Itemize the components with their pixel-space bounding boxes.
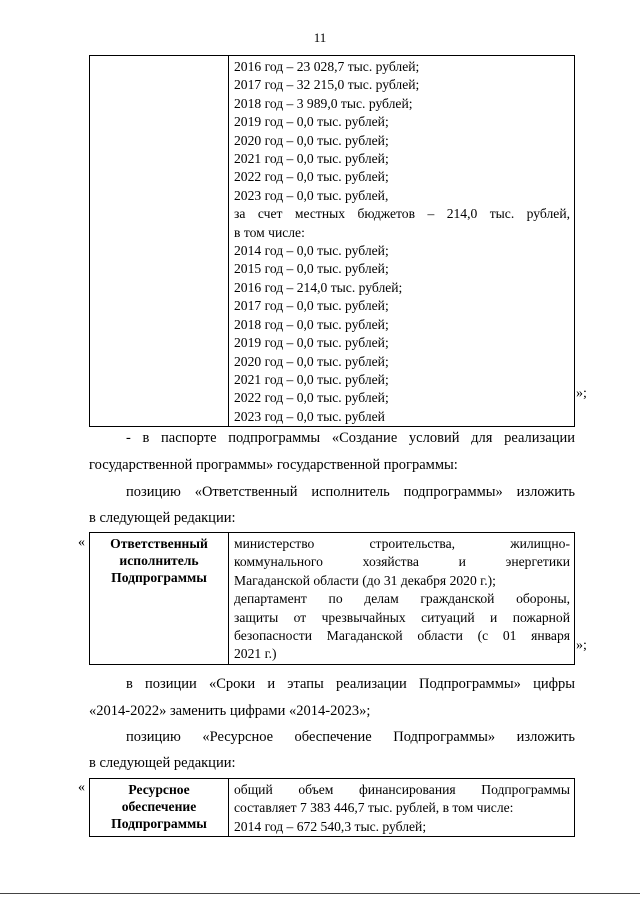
funding-line: 2021 год – 0,0 тыс. рублей; xyxy=(234,151,389,167)
resource-provision-heading xyxy=(90,779,229,837)
funding-line: 2019 год – 0,0 тыс. рублей; xyxy=(234,335,389,351)
funding-table-continuation xyxy=(89,55,575,427)
value-line: составляет 7 383 446,7 тыс. рублей, в том числе: xyxy=(234,800,514,816)
funding-line: 2021 год – 0,0 тыс. рублей; xyxy=(234,371,389,387)
funding-line: 2023 год – 0,0 тыс. рублей, xyxy=(234,187,389,203)
value-line: министерство строительства, жилищно- xyxy=(234,536,570,551)
paragraph-line: в позиции «Сроки и этапы реализации Подпрограммы» цифры xyxy=(126,676,575,692)
value-line: департамент по делам гражданской обороны, xyxy=(234,591,570,607)
funding-line: 2020 год – 0,0 тыс. рублей; xyxy=(234,353,389,369)
table2-closing-quote: »; xyxy=(576,638,587,653)
funding-line: 2018 год – 3 989,0 тыс. рублей; xyxy=(234,95,413,111)
paragraph-line: государственной программы» государственной программы: xyxy=(89,457,458,473)
funding-line: 2020 год – 0,0 тыс. рублей; xyxy=(234,132,389,148)
value-line: Магаданской области (до 31 декабря 2020 г.); xyxy=(234,572,496,588)
funding-line: 2016 год – 23 028,7 тыс. рублей; xyxy=(234,59,420,74)
funding-line: 2017 год – 0,0 тыс. рублей; xyxy=(234,298,389,314)
paragraph-line: в следующей редакции: xyxy=(89,755,236,771)
responsible-executor-value xyxy=(229,533,575,665)
heading-line: Подпрограммы xyxy=(111,816,207,831)
heading-line: обеспечение xyxy=(121,799,197,814)
funding-line: 2023 год – 0,0 тыс. рублей xyxy=(234,408,385,424)
responsible-executor-heading xyxy=(90,533,229,665)
paragraph-line: позицию «Ресурсное обеспечение Подпрограммы» изложить xyxy=(126,729,575,745)
resource-provision-value xyxy=(229,779,575,837)
table2-opening-quote: « xyxy=(78,535,85,550)
funding-values-cell xyxy=(229,56,575,427)
value-line: защиты от чрезвычайных ситуаций и пожарной xyxy=(234,609,570,625)
funding-line: за счет местных бюджетов – 214,0 тыс. рублей, xyxy=(234,206,570,222)
funding-line: в том числе: xyxy=(234,224,305,240)
funding-line: 2015 год – 0,0 тыс. рублей; xyxy=(234,261,389,277)
funding-line: 2018 год – 0,0 тыс. рублей; xyxy=(234,316,389,332)
heading-line: Подпрограммы xyxy=(111,570,207,585)
value-line: 2021 г.) xyxy=(234,646,277,662)
value-line: безопасности Магаданской области (с 01 января xyxy=(234,628,570,644)
value-line: общий объем финансирования Подпрограммы xyxy=(234,782,570,797)
heading-line: Ответственный xyxy=(110,536,208,551)
funding-line: 2016 год – 214,0 тыс. рублей; xyxy=(234,279,403,295)
funding-line: 2022 год – 0,0 тыс. рублей; xyxy=(234,390,389,406)
funding-line: 2014 год – 0,0 тыс. рублей; xyxy=(234,243,389,259)
table3-opening-quote: « xyxy=(78,780,85,795)
page-bottom-rule xyxy=(0,893,640,894)
paragraph-line: в следующей редакции: xyxy=(89,510,236,526)
empty-label-cell xyxy=(90,56,229,427)
paragraph-line: позицию «Ответственный исполнитель подпрограммы» изложить xyxy=(126,484,575,500)
funding-line: 2019 год – 0,0 тыс. рублей; xyxy=(234,114,389,130)
funding-line: 2022 год – 0,0 тыс. рублей; xyxy=(234,169,389,185)
heading-line: исполнитель xyxy=(119,553,199,568)
page-number: 11 xyxy=(313,30,327,45)
table1-closing-quote: »; xyxy=(576,386,587,401)
paragraph-line: - в паспорте подпрограммы «Создание условий для реализации xyxy=(126,430,575,446)
value-line: 2014 год – 672 540,3 тыс. рублей; xyxy=(234,818,427,834)
heading-line: Ресурсное xyxy=(128,782,190,797)
resource-provision-table xyxy=(89,778,575,837)
value-line: коммунального хозяйства и энергетики xyxy=(234,554,570,570)
responsible-executor-table xyxy=(89,532,575,665)
funding-line: 2017 год – 32 215,0 тыс. рублей; xyxy=(234,77,420,93)
paragraph-line: «2014-2022» заменить цифрами «2014-2023»; xyxy=(89,703,371,719)
